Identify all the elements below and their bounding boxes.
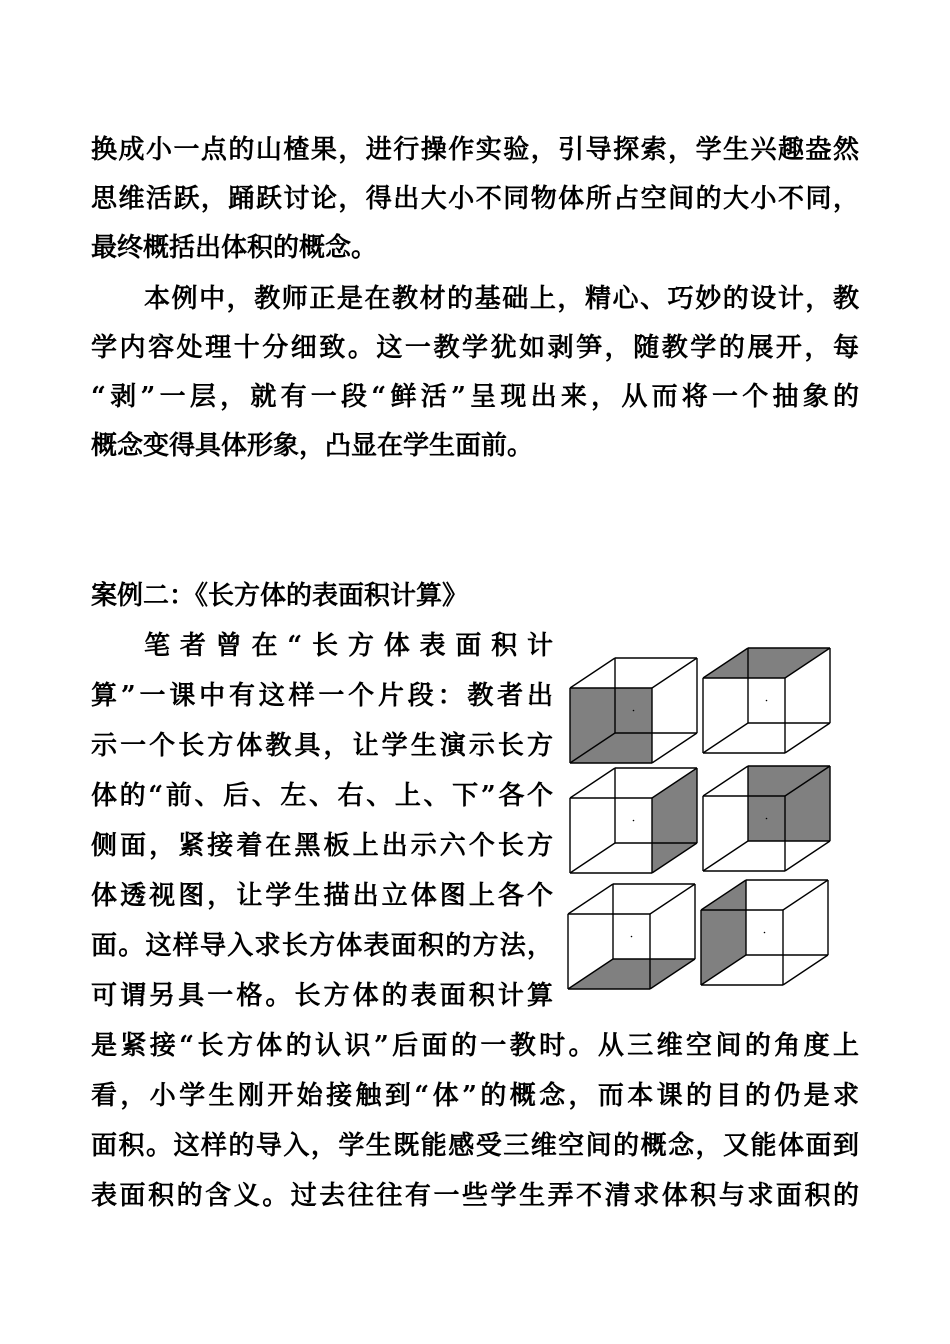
cuboid-edge bbox=[783, 880, 828, 910]
cuboid-edge bbox=[570, 843, 615, 873]
center-dot bbox=[764, 932, 766, 934]
cuboid-edge bbox=[652, 733, 697, 763]
cuboid-edge bbox=[650, 884, 695, 914]
cuboid-edge bbox=[570, 768, 615, 798]
cuboid-edge bbox=[785, 841, 830, 871]
case-line-12: 表面积的含义。过去往往有一些学生弄不清求体积与求面积的 bbox=[91, 1181, 859, 1211]
cuboid-1 bbox=[570, 658, 697, 763]
cuboid-4 bbox=[703, 766, 830, 871]
cuboid-perspective-figure bbox=[562, 646, 837, 996]
paragraph-1-line-3: 最终概括出体积的概念。 bbox=[91, 233, 378, 263]
case-line-8: 可谓另具一格。长方体的表面积计算 bbox=[91, 981, 553, 1011]
case-line-1: 笔者曾在“长方体表面积计 bbox=[144, 631, 553, 661]
cuboid-edge bbox=[783, 955, 828, 985]
paragraph-2-line-4: 概念变得具体形象，凸显在学生面前。 bbox=[91, 431, 534, 461]
center-dot bbox=[633, 710, 635, 712]
center-dot bbox=[633, 820, 635, 822]
cuboid-edge bbox=[570, 658, 615, 688]
center-dot bbox=[766, 818, 768, 820]
center-dot bbox=[631, 936, 633, 938]
cuboid-6 bbox=[701, 880, 828, 985]
case-line-4: 体的“前、后、左、右、上、下”各个 bbox=[91, 781, 553, 811]
cuboid-2 bbox=[703, 648, 830, 753]
shaded-face-back bbox=[748, 766, 830, 841]
shaded-face-front bbox=[570, 688, 652, 763]
case-line-7: 面。这样导入求长方体表面积的方法， bbox=[91, 931, 553, 961]
shaded-face-top bbox=[703, 648, 830, 678]
paragraph-2-line-1: 本例中，教师正是在教材的基础上，精心、巧妙的设计，教 bbox=[144, 284, 859, 314]
cuboid-3 bbox=[570, 768, 697, 873]
cuboid-edge bbox=[703, 723, 748, 753]
case-line-6: 体透视图，让学生描出立体图上各个 bbox=[91, 881, 553, 911]
paragraph-1-line-2: 思维活跃，踊跃讨论，得出大小不同物体所占空间的大小不同， bbox=[91, 184, 859, 214]
paragraph-2-line-3: “剥”一层，就有一段“鲜活”呈现出来，从而将一个抽象的 bbox=[91, 382, 859, 412]
paragraph-1-line-1: 换成小一点的山楂果，进行操作实验，引导探索，学生兴趣盎然 bbox=[91, 135, 859, 165]
case-line-2: 算”一课中有这样一个片段：教者出 bbox=[91, 681, 553, 711]
shaded-face-bottom bbox=[568, 959, 695, 989]
cuboid-edge bbox=[785, 723, 830, 753]
case-line-5: 侧面，紧接着在黑板上出示六个长方 bbox=[91, 831, 553, 861]
cuboid-edge bbox=[652, 658, 697, 688]
case-line-3: 示一个长方体教具，让学生演示长方 bbox=[91, 731, 553, 761]
case-line-9: 是紧接“长方体的认识”后面的一教时。从三维空间的角度上 bbox=[91, 1031, 859, 1061]
cuboid-5 bbox=[568, 884, 695, 989]
cuboid-edge bbox=[703, 766, 748, 796]
cuboid-edge bbox=[703, 841, 748, 871]
center-dot bbox=[766, 700, 768, 702]
cuboid-edge bbox=[568, 884, 613, 914]
case-line-11: 面积。这样的导入，学生既能感受三维空间的概念，又能体面到 bbox=[91, 1131, 859, 1161]
paragraph-2-line-2: 学内容处理十分细致。这一教学犹如剥笋，随教学的展开，每 bbox=[91, 333, 859, 363]
case-line-10: 看，小学生刚开始接触到“体”的概念，而本课的目的仍是求 bbox=[91, 1081, 859, 1111]
case-title: 案例二：《长方体的表面积计算》 bbox=[91, 581, 469, 611]
